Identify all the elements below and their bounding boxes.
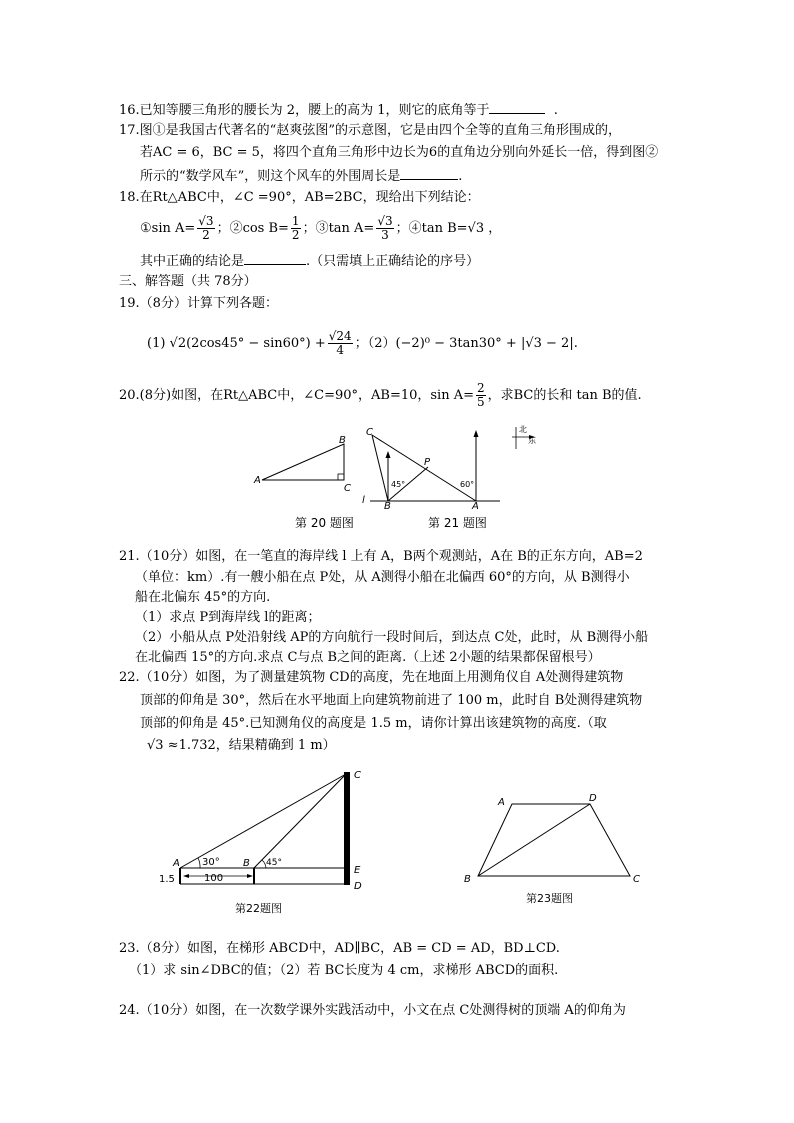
q16-text: 16.已知等腰三角形的腰长为 2，腰上的高为 1，则它的底角等于: [119, 103, 490, 118]
question-20: [119, 381, 642, 411]
answer-blank: [489, 101, 545, 114]
label-a: A: [472, 501, 479, 510]
label-p: P: [424, 457, 431, 468]
figure-22-caption: 第22题图: [235, 902, 282, 915]
label-a: A: [173, 858, 180, 869]
question-24-line1: 24.（10分）如图，在一次数学课外实践活动中，小文在点 C处测得树的顶端 A的仰角为: [119, 1003, 626, 1018]
q17-text: 所示的“数学风车”，则这个风车的外围周长是: [140, 169, 401, 184]
label-c: C: [344, 483, 351, 494]
q19-part1: (1) √2(2cos45° − sin60°) +: [147, 336, 326, 351]
section-3-heading: 三、解答题（共 78分）: [119, 274, 257, 289]
question-18-line3: [140, 252, 479, 270]
label-east: 东: [528, 436, 536, 445]
question-16: [119, 101, 558, 119]
question-22-line3: 顶部的仰角是 45°.已知测角仪的高度是 1.5 m，请你计算出该建筑物的高度.（取: [140, 716, 607, 731]
figure-22: [158, 764, 373, 894]
figure-21: [362, 425, 542, 510]
question-22-line1: 22.（10分）如图，为了测量建筑物 CD的高度，先在地面上用测角仪自 A处测得建筑物: [119, 670, 624, 685]
label-l: l: [362, 495, 365, 506]
question-21-line1: 21.（10分）如图，在一笔直的海岸线 l 上有 A，B两个观测站，A在 B的正东方向，AB=2: [119, 549, 643, 564]
figure-23-caption: 第23题图: [526, 892, 573, 905]
figure-20-caption: 第 20 题图: [295, 516, 354, 530]
question-17-line3: [140, 167, 462, 185]
q18-end: .（只需填上正确结论的序号）: [306, 254, 480, 269]
label-c: C: [366, 427, 373, 438]
choice-3: ；③tan A=: [302, 221, 375, 236]
label-b: B: [243, 858, 250, 869]
fraction: $\frac{√3}{2}$: [198, 214, 214, 242]
label-d: D: [589, 793, 597, 804]
label-e: E: [354, 865, 361, 876]
question-23-line1: 23.（8分）如图，在梯形 ABCD中，AD∥BC，AB = CD = AD，BD⊥CD.: [119, 941, 560, 956]
label-b: B: [384, 501, 391, 510]
fraction: $\frac{2}{5}$: [477, 381, 485, 409]
question-23-line2: （1）求 sin∠DBC的值；（2）若 BC长度为 4 cm，求梯形 ABCD的面积.: [129, 963, 559, 978]
label-d: D: [354, 881, 362, 892]
question-21-line2: （单位：km）.有一艘小船在点 P处，从 A测得小船在北偏西 60°的方向，从 B测得小: [135, 570, 630, 585]
choice-1: ①sin A=: [140, 221, 196, 236]
question-19-expr: [147, 329, 578, 359]
label-angle-45: 45°: [266, 858, 282, 868]
fraction: $\frac{√24}{4}$: [328, 329, 352, 357]
question-19-title: 19.（8分）计算下列各题：: [119, 296, 278, 311]
label-b: B: [339, 435, 346, 446]
label-a: A: [254, 475, 261, 486]
q17-end: .: [458, 169, 463, 184]
question-17-line2: 若AC = 6，BC = 5，将四个直角三角形中边长为6的直角边分别向外延长一倍，得到图②: [140, 145, 659, 160]
figure-20: [250, 432, 360, 502]
answer-blank: [400, 167, 458, 180]
answer-blank: [244, 252, 306, 265]
label-c: C: [354, 770, 361, 781]
label-a: A: [498, 797, 505, 808]
question-18-choices: [140, 214, 501, 244]
question-18-line1: 18.在Rt△ABC中，∠C =90°，AB=2BC，现给出下列结论：: [119, 190, 480, 205]
question-17-line1: 17.图①是我国古代著名的“赵爽弦图”的示意图，它是由四个全等的直角三角形围成的，: [119, 123, 621, 138]
choice-4: ；④tan B=√3 ，: [395, 221, 502, 236]
fraction: $\frac{1}{2}$: [291, 214, 300, 242]
question-21-line6: 在北偏西 15°的方向.求点 C与点 B之间的距离.（上述 2小题的结果都保留根号）: [135, 650, 601, 665]
figure-21-caption: 第 21 题图: [428, 516, 487, 530]
label-c: C: [633, 874, 640, 885]
label-angle-45: 45°: [391, 480, 406, 489]
question-22-line2: 顶部的仰角是 30°，然后在水平地面上向建筑物前进了 100 m，此时自 B处测得建筑物: [140, 693, 643, 708]
q18-text: 其中正确的结论是: [140, 254, 245, 269]
label-b: B: [464, 874, 471, 885]
label-north: 北: [519, 425, 527, 434]
label-height: 1.5: [159, 874, 175, 885]
question-22-line4: √3 ≈1.732，结果精确到 1 m）: [147, 738, 336, 753]
figure-23: [460, 790, 650, 890]
question-21-line4: （1）求点 P到海岸线 l的距离；: [135, 610, 321, 625]
label-angle-30: 30°: [202, 857, 220, 868]
question-21-line3: 船在北偏东 45°的方向.: [135, 590, 271, 605]
choice-2: ；②cos B=: [216, 221, 289, 236]
question-21-line5: （2）小船从点 P处沿射线 AP的方向航行一段时间后，到达点 C处，此时，从 B测得小船: [135, 630, 649, 645]
fraction: $\frac{√3}{3}$: [377, 214, 393, 242]
q20-post: ，求BC的长和 tan B的值.: [487, 388, 642, 403]
label-angle-60: 60°: [460, 480, 475, 489]
q16-end: .: [553, 103, 558, 118]
q19-part2: ；（2）(−2)⁰ − 3tan30° + |√3 − 2|.: [354, 336, 578, 351]
label-distance: 100: [204, 873, 224, 884]
q20-pre: 20.(8分)如图，在Rt△ABC中，∠C=90°，AB=10，sin A=: [119, 388, 474, 403]
